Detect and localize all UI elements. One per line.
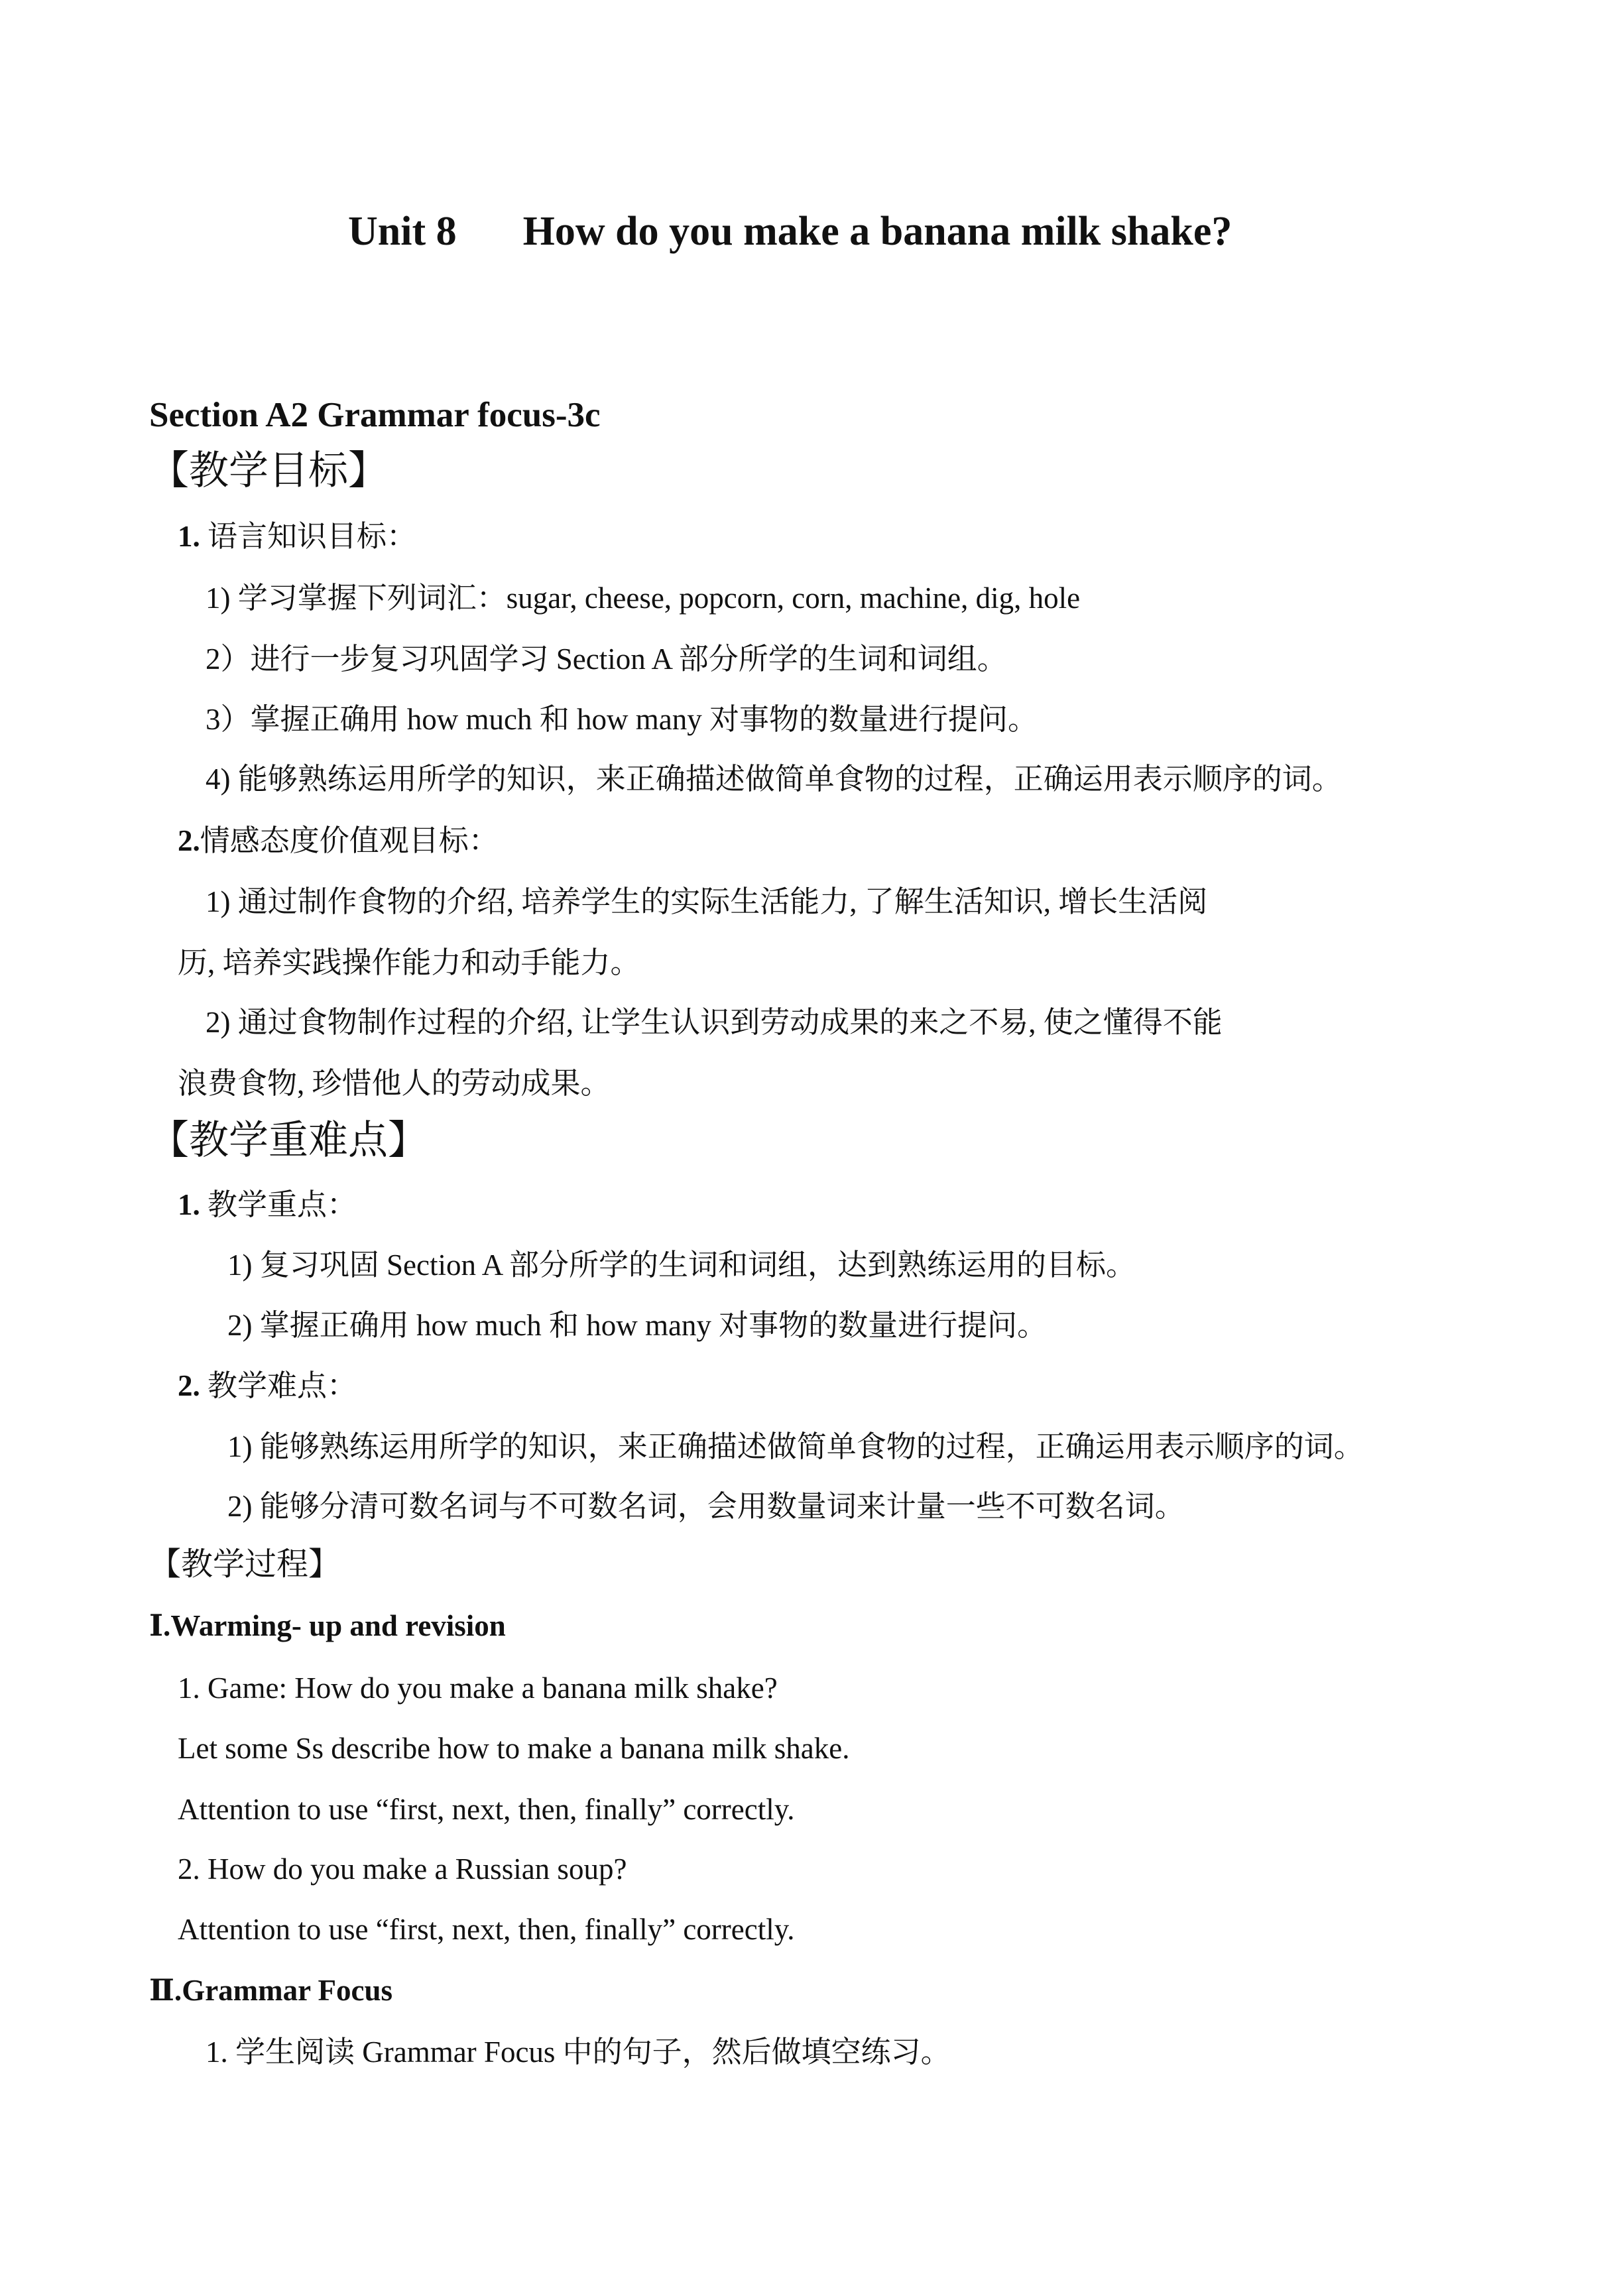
knowledge-goal-number: 1. bbox=[178, 520, 200, 553]
part2-heading bbox=[149, 1976, 392, 2006]
part2-line: 1. 学生阅读 Grammar Focus 中的句子，然后做填空练习。 bbox=[206, 2035, 951, 2069]
focus-item: 2) 掌握正确用 how much 和 how many 对事物的数量进行提问。 bbox=[227, 1309, 1048, 1342]
part1-line: Attention to use “first, next, then, finally” correctly. bbox=[178, 1793, 795, 1826]
attitude-item-line: 历, 培养实践操作能力和动手能力。 bbox=[178, 946, 640, 979]
knowledge-item: 3）掌握正确用 how much 和 how many 对事物的数量进行提问。 bbox=[206, 703, 1038, 736]
knowledge-item: 1) 学习掌握下列词汇：sugar, cheese, popcorn, corn, machine, dig, hole bbox=[206, 581, 1081, 615]
document-title bbox=[348, 211, 1232, 252]
difficulty-number: 2. bbox=[178, 1369, 200, 1402]
attitude-item-line: 浪费食物, 珍惜他人的劳动成果。 bbox=[178, 1067, 611, 1100]
attitude-goal-number: 2. bbox=[178, 824, 200, 857]
part2-numeral: Ⅱ. bbox=[149, 1974, 182, 2007]
difficulty-item: 2) 能够分清可数名词与不可数名词，会用数量词来计量一些不可数名词。 bbox=[227, 1490, 1185, 1523]
objectives-heading: 【教学目标】 bbox=[149, 449, 388, 493]
unit-label: Unit 8 bbox=[348, 209, 457, 254]
difficulty-heading bbox=[178, 1371, 357, 1401]
attitude-item-line: 2) 通过食物制作过程的介绍, 让学生认识到劳动成果的来之不易, 使之懂得不能 bbox=[206, 1006, 1223, 1039]
attitude-goal-heading bbox=[178, 826, 499, 856]
part1-line: Let some Ss describe how to make a banana milk shake. bbox=[178, 1732, 850, 1765]
part1-numeral: Ⅰ. bbox=[149, 1609, 171, 1642]
focus-item: 1) 复习巩固 Section A 部分所学的生词和词组，达到熟练运用的目标。 bbox=[227, 1248, 1136, 1282]
difficulty-label: 教学难点： bbox=[208, 1369, 357, 1402]
knowledge-item: 2）进行一步复习巩固学习 Section A 部分所学的生词和词组。 bbox=[206, 642, 1007, 676]
knowledge-item: 4) 能够熟练运用所学的知识，来正确描述做简单食物的过程，正确运用表示顺序的词。 bbox=[206, 762, 1342, 796]
part1-heading bbox=[149, 1611, 506, 1641]
part2-title: Grammar Focus bbox=[182, 1974, 393, 2007]
focus-label: 教学重点： bbox=[208, 1188, 357, 1221]
key-points-heading: 【教学重难点】 bbox=[149, 1118, 428, 1162]
section-heading: Section A2 Grammar focus-3c bbox=[149, 396, 601, 434]
knowledge-goal-heading bbox=[178, 522, 416, 552]
part1-title: Warming- up and revision bbox=[170, 1609, 506, 1642]
unit-question: How do you make a banana milk shake? bbox=[522, 209, 1232, 254]
attitude-goal-label: 情感态度价值观目标： bbox=[200, 824, 499, 857]
part1-line: 2. How do you make a Russian soup? bbox=[178, 1852, 627, 1886]
part1-line: 1. Game: How do you make a banana milk shake? bbox=[178, 1671, 778, 1705]
part1-line: Attention to use “first, next, then, finally” correctly. bbox=[178, 1913, 795, 1946]
focus-number: 1. bbox=[178, 1188, 200, 1221]
focus-heading bbox=[178, 1190, 357, 1220]
attitude-item-line: 1) 通过制作食物的介绍, 培养学生的实际生活能力, 了解生活知识, 增长生活阅 bbox=[206, 885, 1208, 918]
knowledge-goal-label: 语言知识目标： bbox=[208, 520, 417, 553]
process-heading: 【教学过程】 bbox=[149, 1547, 341, 1582]
difficulty-item: 1) 能够熟练运用所学的知识，来正确描述做简单食物的过程，正确运用表示顺序的词。 bbox=[227, 1430, 1364, 1463]
